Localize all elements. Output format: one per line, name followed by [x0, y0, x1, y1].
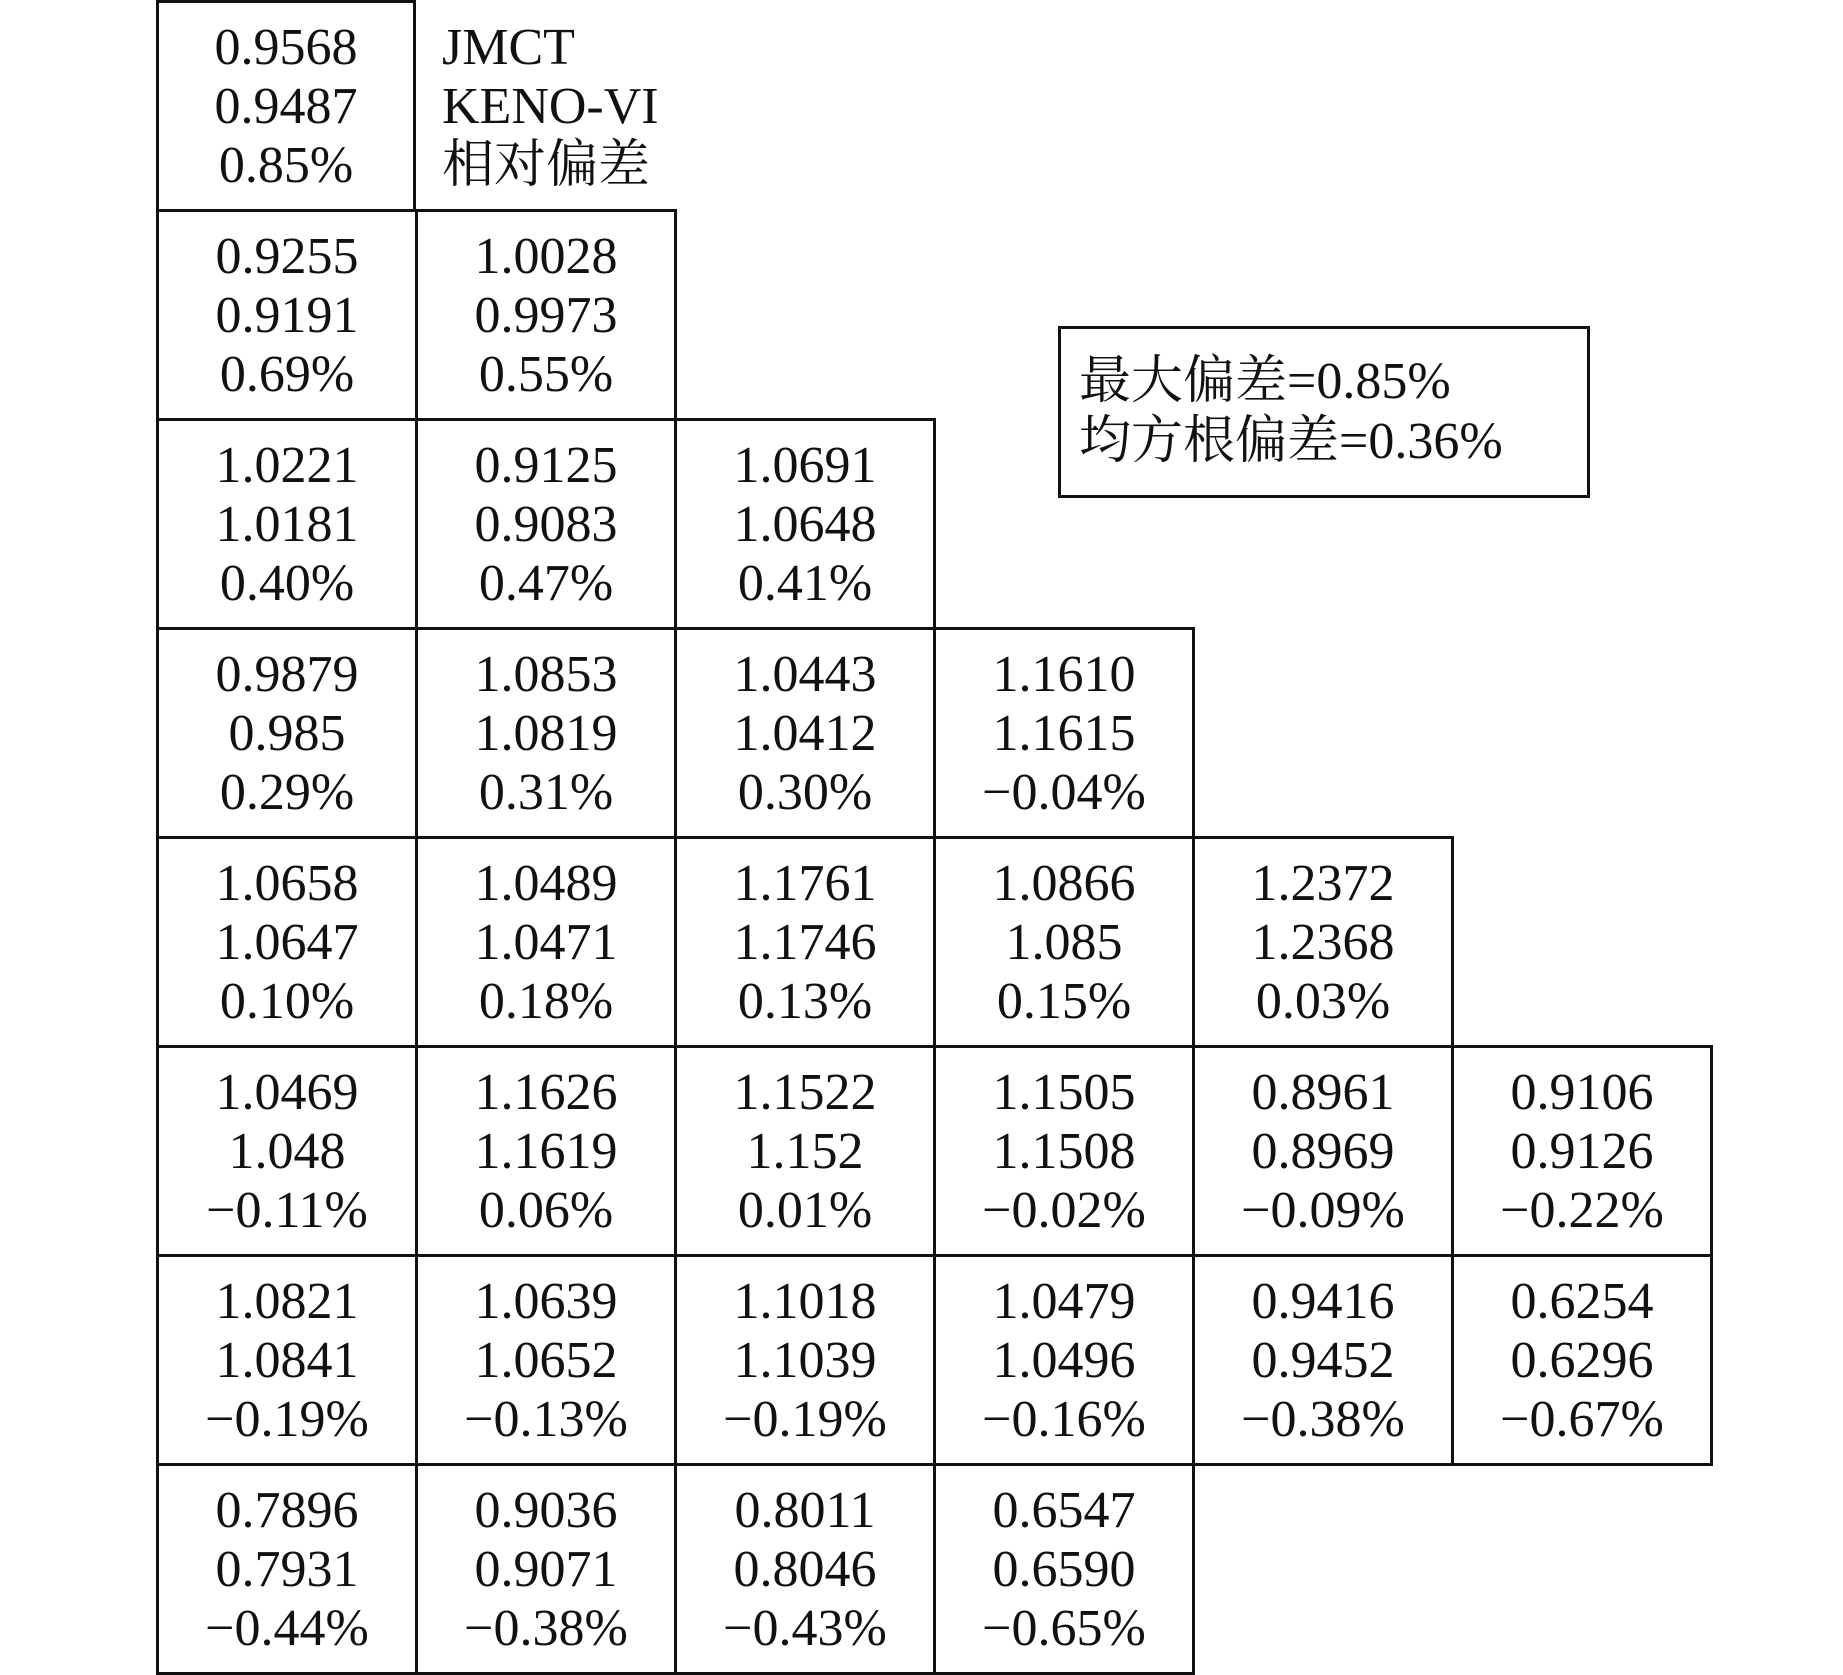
keno-value: 1.0841	[215, 1331, 359, 1389]
assembly-cell	[156, 1045, 418, 1257]
assembly-cell	[415, 1045, 677, 1257]
relative-deviation: −0.16%	[982, 1390, 1146, 1448]
keno-value: 1.0496	[992, 1331, 1136, 1389]
jmct-value: 1.0658	[215, 854, 359, 912]
jmct-value: 1.0443	[733, 645, 877, 703]
max-deviation-text: 最大偏差=0.85%	[1079, 353, 1451, 410]
rms-deviation-text: 均方根偏差=0.36%	[1079, 413, 1503, 470]
relative-deviation: 0.40%	[219, 554, 355, 612]
jmct-value: 1.0028	[474, 227, 618, 285]
relative-deviation: 0.29%	[219, 763, 355, 821]
assembly-cell	[933, 836, 1195, 1048]
jmct-value: 1.0821	[215, 1272, 359, 1330]
assembly-cell	[156, 1463, 418, 1675]
jmct-value: 1.0639	[474, 1272, 618, 1330]
assembly-cell	[156, 627, 418, 839]
keno-value: 0.6296	[1510, 1331, 1654, 1389]
jmct-value: 1.0866	[992, 854, 1136, 912]
jmct-value: 0.9416	[1251, 1272, 1395, 1330]
keno-value: 0.985	[228, 704, 346, 762]
jmct-value: 0.6547	[992, 1481, 1136, 1539]
relative-deviation: 0.47%	[478, 554, 614, 612]
jmct-value: 1.1505	[992, 1063, 1136, 1121]
keno-value: 1.1615	[992, 704, 1136, 762]
keno-value: 0.9126	[1510, 1122, 1654, 1180]
deviation-summary-box	[1058, 326, 1590, 498]
relative-deviation: 0.15%	[996, 972, 1132, 1030]
keno-value: 1.1039	[733, 1331, 877, 1389]
relative-deviation: −0.65%	[982, 1599, 1146, 1657]
assembly-cell	[1192, 1045, 1454, 1257]
relative-deviation: −0.43%	[723, 1599, 887, 1657]
jmct-value: 1.2372	[1251, 854, 1395, 912]
assembly-cell	[1192, 836, 1454, 1048]
keno-value: 1.152	[746, 1122, 864, 1180]
relative-deviation: 0.13%	[737, 972, 873, 1030]
assembly-cell	[1451, 1045, 1713, 1257]
relative-deviation: 0.18%	[478, 972, 614, 1030]
jmct-value: 0.9036	[474, 1481, 618, 1539]
relative-deviation: −0.11%	[206, 1181, 368, 1239]
assembly-cell	[1192, 1254, 1454, 1466]
keno-value: 1.0181	[215, 495, 359, 553]
keno-value: 0.6590	[992, 1540, 1136, 1598]
assembly-cell	[415, 418, 677, 630]
assembly-cell	[415, 627, 677, 839]
relative-deviation: −0.44%	[205, 1599, 369, 1657]
assembly-cell	[415, 836, 677, 1048]
jmct-value: 0.8011	[734, 1481, 876, 1539]
jmct-value: 1.0691	[733, 436, 877, 494]
jmct-value: 0.6254	[1510, 1272, 1654, 1330]
legend-label-deviation: 相对偏差	[442, 136, 651, 194]
assembly-cell	[933, 1463, 1195, 1675]
keno-value: 0.7931	[215, 1540, 359, 1598]
keno-value: 1.0412	[733, 704, 877, 762]
keno-value: 1.1619	[474, 1122, 618, 1180]
assembly-cell	[674, 836, 936, 1048]
keno-value: 1.0652	[474, 1331, 618, 1389]
keno-value: 1.0471	[474, 913, 618, 971]
relative-deviation: 0.06%	[478, 1181, 614, 1239]
jmct-value: 1.0479	[992, 1272, 1136, 1330]
relative-deviation: −0.38%	[1241, 1390, 1405, 1448]
jmct-value: 0.9255	[215, 227, 359, 285]
assembly-cell	[674, 1254, 936, 1466]
assembly-cell	[933, 627, 1195, 839]
legend-label-keno: KENO-VI	[442, 77, 659, 135]
keno-value: 0.9071	[474, 1540, 618, 1598]
assembly-cell	[415, 1463, 677, 1675]
legend-example-jmct: 0.9568	[214, 18, 358, 76]
jmct-value: 1.1522	[733, 1063, 877, 1121]
relative-deviation: −0.13%	[464, 1390, 628, 1448]
assembly-cell	[156, 418, 418, 630]
jmct-value: 1.1018	[733, 1272, 877, 1330]
jmct-value: 1.1761	[733, 854, 877, 912]
relative-deviation: 0.31%	[478, 763, 614, 821]
assembly-cell	[674, 1045, 936, 1257]
keno-value: 1.0648	[733, 495, 877, 553]
relative-deviation: −0.22%	[1500, 1181, 1664, 1239]
relative-deviation: 0.10%	[219, 972, 355, 1030]
jmct-value: 0.8961	[1251, 1063, 1395, 1121]
legend-label-jmct: JMCT	[442, 18, 575, 76]
jmct-value: 1.0469	[215, 1063, 359, 1121]
keno-value: 1.085	[1005, 913, 1123, 971]
relative-deviation: −0.19%	[205, 1390, 369, 1448]
jmct-value: 0.7896	[215, 1481, 359, 1539]
keno-value: 1.0819	[474, 704, 618, 762]
assembly-cell	[415, 209, 677, 421]
assembly-cell	[156, 209, 418, 421]
relative-deviation: −0.09%	[1241, 1181, 1405, 1239]
keno-value: 0.8046	[733, 1540, 877, 1598]
relative-deviation: −0.04%	[982, 763, 1146, 821]
jmct-value: 1.1626	[474, 1063, 618, 1121]
jmct-value: 1.0221	[215, 436, 359, 494]
relative-deviation: −0.02%	[982, 1181, 1146, 1239]
legend-example-deviation: 0.85%	[218, 136, 354, 194]
legend-labels	[442, 0, 742, 212]
assembly-cell	[156, 836, 418, 1048]
keno-value: 1.048	[228, 1122, 346, 1180]
assembly-cell	[1451, 1254, 1713, 1466]
relative-deviation: 0.41%	[737, 554, 873, 612]
keno-value: 0.9083	[474, 495, 618, 553]
relative-deviation: 0.01%	[737, 1181, 873, 1239]
relative-deviation: −0.19%	[723, 1390, 887, 1448]
jmct-value: 0.9879	[215, 645, 359, 703]
assembly-cell	[156, 1254, 418, 1466]
keno-value: 0.9191	[215, 286, 359, 344]
assembly-cell	[933, 1045, 1195, 1257]
relative-deviation: 0.69%	[219, 345, 355, 403]
keno-value: 0.9452	[1251, 1331, 1395, 1389]
assembly-cell	[674, 1463, 936, 1675]
jmct-value: 0.9106	[1510, 1063, 1654, 1121]
jmct-value: 0.9125	[474, 436, 618, 494]
assembly-cell	[415, 1254, 677, 1466]
relative-deviation: 0.30%	[737, 763, 873, 821]
keno-value: 1.0647	[215, 913, 359, 971]
keno-value: 0.9973	[474, 286, 618, 344]
jmct-value: 1.0489	[474, 854, 618, 912]
keno-value: 0.8969	[1251, 1122, 1395, 1180]
assembly-cell	[933, 1254, 1195, 1466]
jmct-value: 1.0853	[474, 645, 618, 703]
legend-example-keno: 0.9487	[214, 77, 358, 135]
relative-deviation: −0.67%	[1500, 1390, 1664, 1448]
legend-example-cell	[156, 0, 416, 212]
assembly-cell	[674, 627, 936, 839]
relative-deviation: −0.38%	[464, 1599, 628, 1657]
keno-value: 1.2368	[1251, 913, 1395, 971]
relative-deviation: 0.55%	[478, 345, 614, 403]
keno-value: 1.1508	[992, 1122, 1136, 1180]
keno-value: 1.1746	[733, 913, 877, 971]
assembly-cell	[674, 418, 936, 630]
relative-deviation: 0.03%	[1255, 972, 1391, 1030]
jmct-value: 1.1610	[992, 645, 1136, 703]
